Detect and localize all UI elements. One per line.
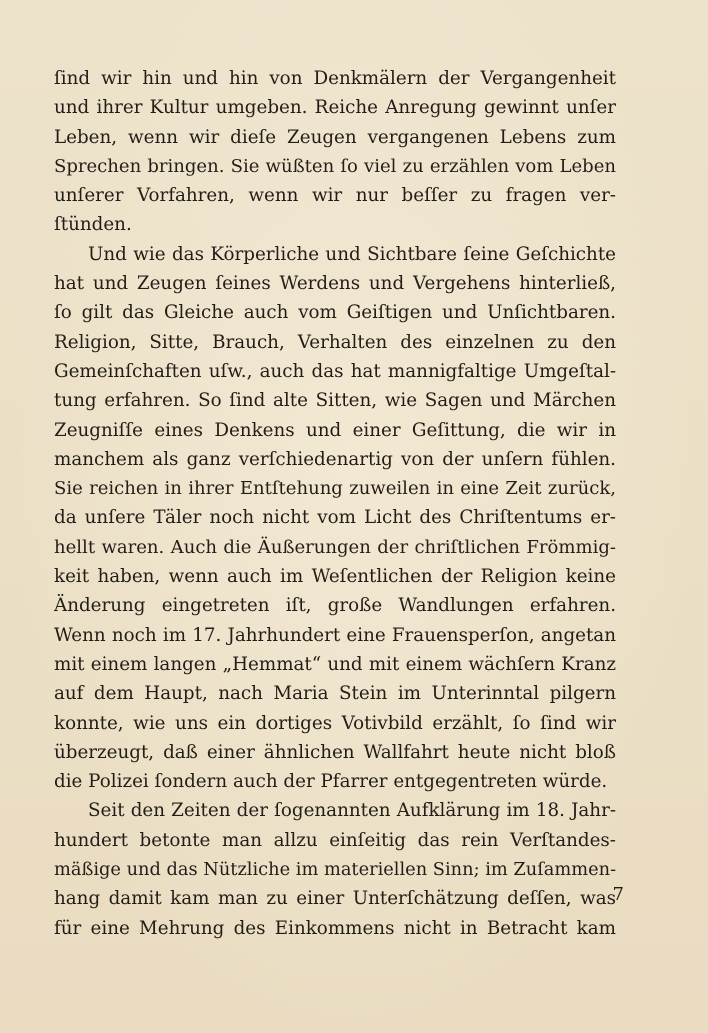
- text-line: Sie reichen in ihrer Entſtehung zuweilen in eine Zeit zurück,: [54, 478, 616, 500]
- text-line: ſtünden.: [54, 214, 132, 236]
- text-line: tung erfahren. So ſind alte Sitten, wie Sagen und Märchen: [54, 390, 616, 412]
- text-line: da unſere Täler noch nicht vom Licht des Chriſtentums er-: [54, 507, 616, 529]
- text-line: und ihrer Kultur umgeben. Reiche Anregung gewinnt unſer: [54, 97, 616, 119]
- text-line: ſind wir hin und hin von Denkmälern der Vergangenheit: [54, 68, 616, 89]
- text-line: Seit den Zeiten der ſogenannten Aufklärung im 18. Jahr-: [88, 800, 616, 822]
- text-line: auf dem Haupt, nach Maria Stein im Unterinntal pilgern: [54, 683, 616, 705]
- text-line: Änderung eingetreten iſt, große Wandlungen erfahren.: [54, 595, 616, 617]
- text-line: konnte, wie uns ein dortiges Votivbild erzählt, ſo ſind wir: [54, 712, 616, 734]
- text-line: mit einem langen „Hemmat“ und mit einem wächſern Kranz: [54, 653, 616, 675]
- text-line: Und wie das Körperliche und Sichtbare ſeine Geſchichte: [88, 243, 616, 265]
- text-line: hang damit kam man zu einer Unterſchätzung deſſen, was: [54, 888, 616, 910]
- text-line: Wenn noch im 17. Jahrhundert eine Frauensperſon, angetan: [54, 624, 616, 646]
- text-line: Zeugniſſe eines Denkens und einer Geſittung, die wir in: [54, 419, 616, 441]
- page-body-text: [54, 64, 616, 943]
- text-line: unſerer Vorfahren, wenn wir nur beſſer zu fragen ver-: [54, 185, 616, 207]
- text-line: Gemeinſchaften uſw., auch das hat mannigfaltige Umgeſtal-: [54, 360, 616, 382]
- text-line: hat und Zeugen ſeines Werdens und Vergehens hinterließ,: [54, 273, 616, 295]
- text-line: die Polizei ſondern auch der Pfarrer entgegentreten würde.: [54, 771, 608, 793]
- text-line: manchem als ganz verſchiedenartig von der unſern fühlen.: [54, 448, 616, 470]
- text-line: hundert betonte man allzu einſeitig das rein Verſtandes-: [54, 829, 616, 851]
- text-line: mäßige und das Nützliche im materiellen Sinn; im Zuſammen-: [54, 859, 616, 881]
- text-line: überzeugt, daß einer ähnlichen Wallfahrt heute nicht bloß: [54, 741, 616, 763]
- text-line: keit haben, wenn auch im Weſentlichen der Religion keine: [54, 566, 616, 588]
- text-line: ſo gilt das Gleiche auch vom Geiſtigen und Unſichtbaren.: [54, 302, 616, 324]
- text-line: für eine Mehrung des Einkommens nicht in Betracht kam: [54, 917, 616, 939]
- text-line: Leben, wenn wir dieſe Zeugen vergangenen Lebens zum: [54, 126, 616, 148]
- text-line: hellt waren. Auch die Äußerungen der chriſtlichen Frömmig-: [54, 536, 616, 558]
- page-number: 7: [612, 884, 624, 905]
- text-line: Religion, Sitte, Brauch, Verhalten des einzelnen zu den: [54, 331, 616, 353]
- text-line: Sprechen bringen. Sie wüßten ſo viel zu erzählen vom Leben: [54, 155, 616, 177]
